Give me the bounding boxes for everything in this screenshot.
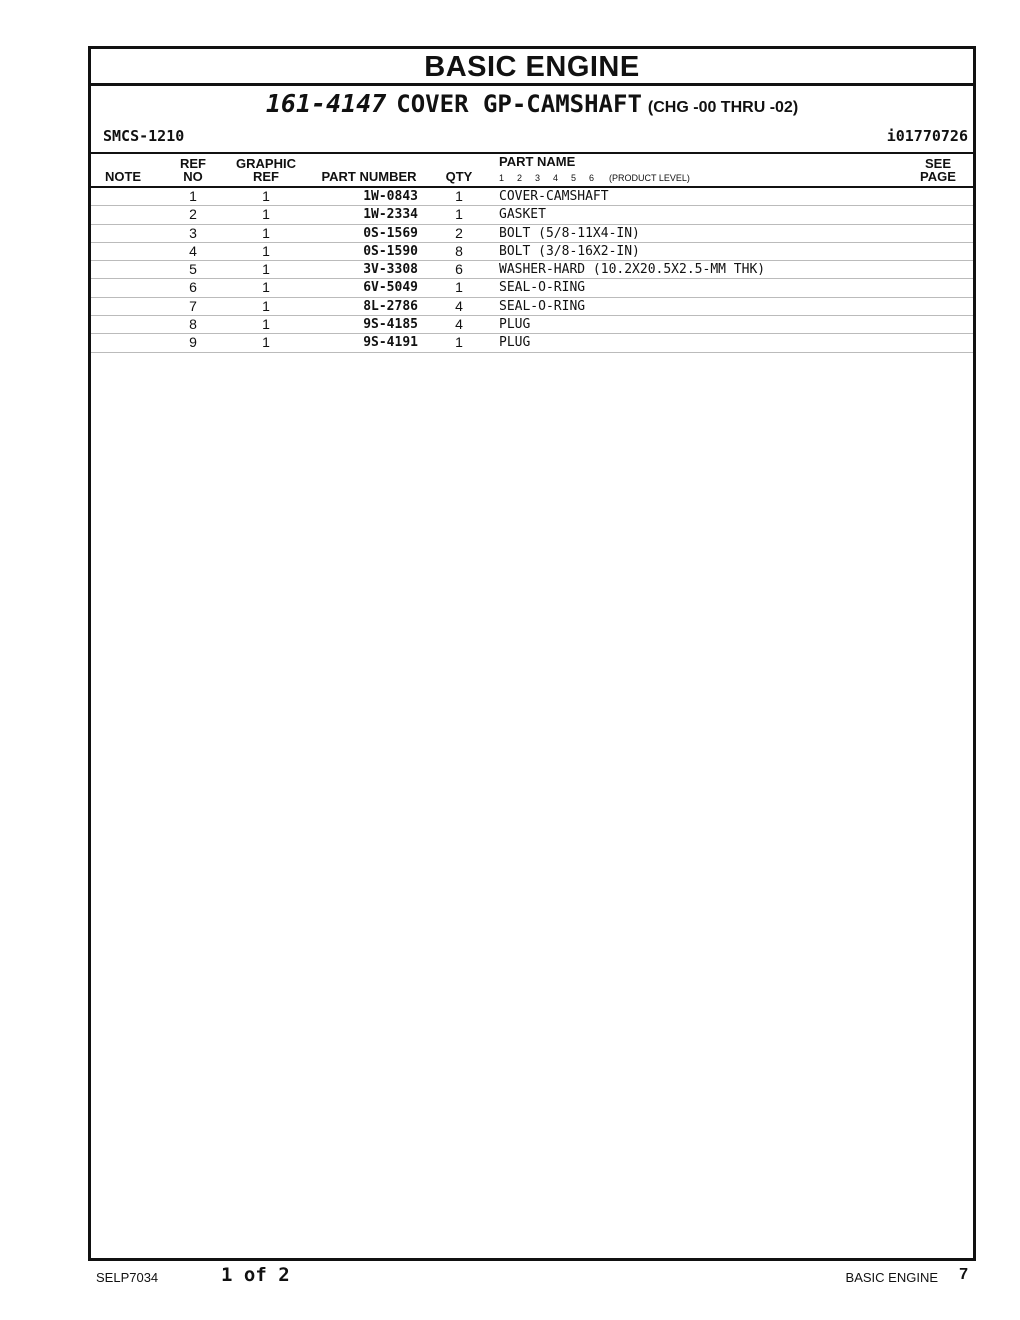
part-number: 0S-1590 xyxy=(363,243,418,259)
table-row xyxy=(91,334,973,352)
quantity: 4 xyxy=(455,297,463,314)
part-name: BOLT (5/8-11X4-IN) xyxy=(499,225,640,241)
quantity: 8 xyxy=(455,242,463,259)
quantity: 6 xyxy=(455,261,463,278)
column-header-graphic-ref: GRAPHIC REF xyxy=(236,156,296,184)
part-name: SEAL-O-RING xyxy=(499,280,586,296)
part-number: 9S-4191 xyxy=(363,335,418,351)
table-row xyxy=(91,316,973,334)
part-number: 1W-0843 xyxy=(363,189,418,204)
group-title xyxy=(91,89,973,118)
table-row xyxy=(91,279,973,297)
part-name: GASKET xyxy=(499,207,546,223)
page-footer xyxy=(0,1264,1020,1294)
ref-no: 8 xyxy=(189,316,197,333)
quantity: 1 xyxy=(455,188,463,204)
ref-no: 5 xyxy=(189,261,197,278)
column-header-part-number: PART NUMBER xyxy=(321,169,417,184)
ref-no: 2 xyxy=(189,206,197,223)
group-name: COVER GP-CAMSHAFT xyxy=(396,90,642,118)
parts-table-body xyxy=(91,186,973,353)
page-of-count: 1 of 2 xyxy=(221,1264,290,1286)
product-level-columns: 1 2 3 4 5 6 (PRODUCT LEVEL) xyxy=(499,173,690,183)
document-id: SELP7034 xyxy=(96,1270,159,1285)
table-row xyxy=(91,225,973,243)
serial-range: (CHG -00 THRU -02) xyxy=(647,99,799,116)
part-name: WASHER-HARD (10.2X20.5X2.5-MM THK) xyxy=(499,262,766,278)
column-header-see-page: SEE PAGE xyxy=(920,156,956,184)
part-name: PLUG xyxy=(499,317,531,333)
column-header-qty: QTY xyxy=(445,169,473,184)
part-number: 3V-3308 xyxy=(363,262,418,278)
part-number: 8L-2786 xyxy=(363,298,418,314)
graphic-ref: 1 xyxy=(262,206,270,223)
part-number: 0S-1569 xyxy=(363,225,418,241)
part-number: 1W-2334 xyxy=(363,207,418,223)
column-header-note: NOTE xyxy=(104,169,142,184)
column-header-part-name: PART NAME xyxy=(499,154,576,169)
quantity: 1 xyxy=(455,334,463,351)
group-part-number: 161-4147 xyxy=(265,89,387,118)
quantity: 2 xyxy=(455,224,463,241)
footer-section-name: BASIC ENGINE xyxy=(845,1270,938,1285)
part-number: 6V-5049 xyxy=(363,280,418,296)
graphic-ref: 1 xyxy=(262,297,270,314)
table-row xyxy=(91,243,973,261)
part-name: BOLT (3/8-16X2-IN) xyxy=(499,243,640,259)
parts-page-frame xyxy=(88,46,976,1261)
graphic-ref: 1 xyxy=(262,188,270,204)
section-title: BASIC ENGINE xyxy=(91,49,973,86)
page-number: 7 xyxy=(959,1266,968,1283)
part-name: SEAL-O-RING xyxy=(499,298,586,314)
graphic-ref: 1 xyxy=(262,261,270,278)
part-number: 9S-4185 xyxy=(363,317,418,333)
table-row xyxy=(91,298,973,316)
table-row xyxy=(91,206,973,224)
ref-no: 6 xyxy=(189,279,197,296)
graphic-ref: 1 xyxy=(262,334,270,351)
ref-no: 9 xyxy=(189,334,197,351)
graphic-ref: 1 xyxy=(262,224,270,241)
ref-no: 1 xyxy=(189,188,197,204)
ref-no: 4 xyxy=(189,242,197,259)
ref-no: 7 xyxy=(189,297,197,314)
quantity: 1 xyxy=(455,206,463,223)
part-name: COVER-CAMSHAFT xyxy=(499,189,609,204)
column-header-ref-no: REF NO xyxy=(180,156,206,184)
table-row xyxy=(91,261,973,279)
table-row xyxy=(91,188,973,206)
part-name: PLUG xyxy=(499,335,531,351)
graphic-ref: 1 xyxy=(262,242,270,259)
illustration-id: i01770726 xyxy=(886,127,968,145)
quantity: 1 xyxy=(455,279,463,296)
smcs-code: SMCS-1210 xyxy=(103,127,185,145)
ref-no: 3 xyxy=(189,224,197,241)
graphic-ref: 1 xyxy=(262,316,270,333)
graphic-ref: 1 xyxy=(262,279,270,296)
quantity: 4 xyxy=(455,316,463,333)
